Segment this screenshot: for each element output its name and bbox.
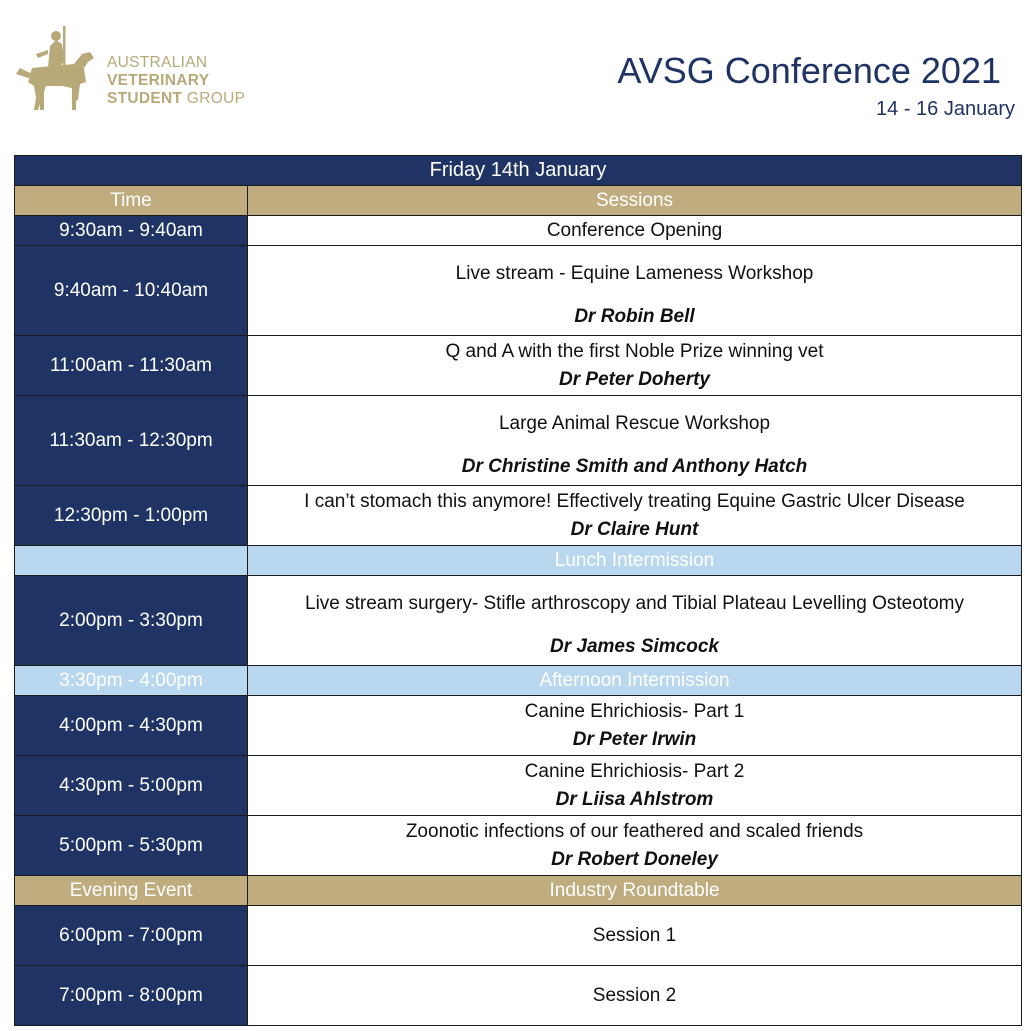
session-cell <box>248 816 1021 875</box>
session-speaker: Dr James Simcock <box>550 636 719 657</box>
evening-event-row <box>15 876 1021 906</box>
session-title: Conference Opening <box>248 216 1021 245</box>
day-heading: Friday 14th January <box>429 159 607 181</box>
schedule-row <box>15 906 1021 966</box>
schedule-row <box>15 396 1021 486</box>
session-time: Evening Event <box>15 876 248 905</box>
time-column-header: Time <box>15 186 248 215</box>
schedule-row <box>15 696 1021 756</box>
session-title: Canine Ehrichiosis- Part 2 <box>524 760 745 782</box>
sessions-column-header: Sessions <box>248 186 1021 215</box>
session-title: Session 2 <box>248 966 1021 1025</box>
schedule-row <box>15 576 1021 666</box>
session-title: Industry Roundtable <box>248 876 1021 905</box>
afternoon-intermission-row <box>15 666 1021 696</box>
logo-line-3-thin: GROUP <box>182 90 246 107</box>
schedule-row <box>15 966 1021 1026</box>
session-time: 11:30am - 12:30pm <box>15 396 248 485</box>
session-time: 6:00pm - 7:00pm <box>15 906 248 965</box>
session-cell <box>248 696 1021 755</box>
session-speaker: Dr Peter Doherty <box>559 368 710 390</box>
session-title: Live stream - Equine Lameness Workshop <box>455 263 814 284</box>
schedule-row <box>15 486 1021 546</box>
session-speaker: Dr Christine Smith and Anthony Hatch <box>461 456 808 477</box>
avsg-logo <box>14 24 249 114</box>
session-time: 4:30pm - 5:00pm <box>15 756 248 815</box>
schedule-row <box>15 816 1021 876</box>
session-time: 9:30am - 9:40am <box>15 216 248 245</box>
logo-line-1: AUSTRALIAN <box>107 54 208 71</box>
session-speaker: Dr Robin Bell <box>574 306 695 327</box>
session-time: 7:00pm - 8:00pm <box>15 966 248 1025</box>
session-time <box>15 546 248 575</box>
column-header-row <box>15 186 1021 216</box>
session-title: Afternoon Intermission <box>248 666 1021 695</box>
schedule-row <box>15 246 1021 336</box>
session-time: 4:00pm - 4:30pm <box>15 696 248 755</box>
session-title: Live stream surgery- Stifle arthroscopy and Tibial Plateau Levelling Osteotomy <box>305 593 964 614</box>
logo-wordmark <box>107 54 245 108</box>
session-title: Session 1 <box>248 906 1021 965</box>
lunch-intermission-row <box>15 546 1021 576</box>
schedule-row <box>15 756 1021 816</box>
session-time: 12:30pm - 1:00pm <box>15 486 248 545</box>
session-cell <box>248 756 1021 815</box>
session-title: I can’t stomach this anymore! Effectively treating Equine Gastric Ulcer Disease <box>304 490 965 512</box>
logo-line-3-bold: STUDENT <box>107 90 183 107</box>
session-time: 9:40am - 10:40am <box>15 246 248 335</box>
conference-title: AVSG Conference 2021 <box>617 50 1001 91</box>
session-speaker: Dr Robert Doneley <box>551 848 718 870</box>
schedule-table <box>14 155 1022 1026</box>
session-title: Zoonotic infections of our feathered and scaled friends <box>405 820 864 842</box>
session-time: 2:00pm - 3:30pm <box>15 576 248 665</box>
session-speaker: Dr Claire Hunt <box>570 518 699 540</box>
session-time: 11:00am - 11:30am <box>15 336 248 395</box>
session-cell <box>248 396 1021 485</box>
schedule-row <box>15 216 1021 246</box>
conference-dates: 14 - 16 January <box>876 98 1015 120</box>
day-header-row <box>15 155 1021 186</box>
session-speaker: Dr Peter Irwin <box>572 728 697 750</box>
horse-rider-logo-icon <box>14 24 104 114</box>
session-title: Lunch Intermission <box>248 546 1021 575</box>
session-title: Canine Ehrichiosis- Part 1 <box>524 700 745 722</box>
session-speaker: Dr Liisa Ahlstrom <box>555 788 714 810</box>
logo-line-3 <box>107 90 245 108</box>
session-cell <box>248 336 1021 395</box>
session-cell <box>248 486 1021 545</box>
schedule-row <box>15 336 1021 396</box>
session-title: Large Animal Rescue Workshop <box>498 413 771 434</box>
session-time: 5:00pm - 5:30pm <box>15 816 248 875</box>
session-cell <box>248 576 1021 665</box>
session-time: 3:30pm - 4:00pm <box>15 666 248 695</box>
session-title: Q and A with the first Noble Prize winning vet <box>445 340 824 362</box>
logo-line-2: VETERINARY <box>107 72 210 89</box>
session-cell <box>248 246 1021 335</box>
